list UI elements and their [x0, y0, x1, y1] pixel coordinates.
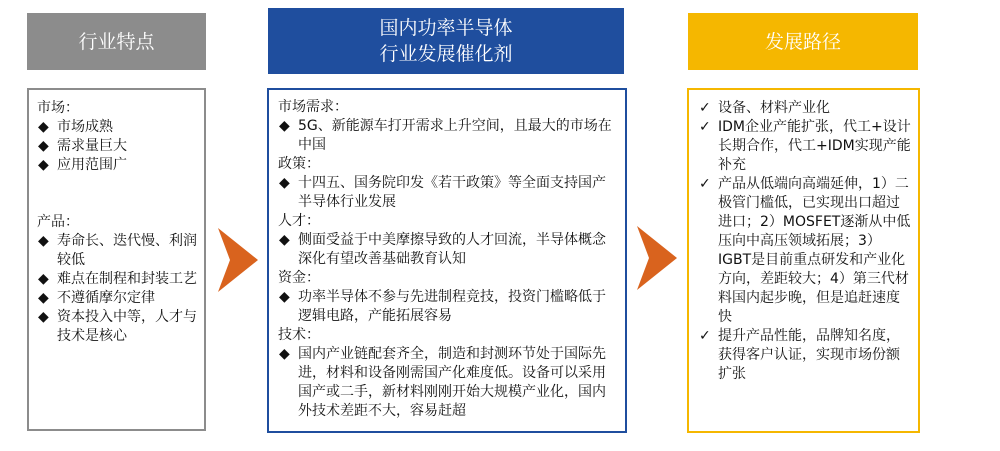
spacer	[37, 194, 198, 213]
list-item: ◆ 十四五、国务院印发《若干政策》等全面支持国产半导体行业发展	[279, 175, 606, 210]
section-title-talent: 人才：	[278, 213, 320, 229]
list-item: ✓ 产品从低端向高端延伸，1）二极管门槛低，已实现出口超过进口；2）MOSFET逐渐从中低压向中高压领域拓展；3）IGBT是目前重点研发和产业化方向，差距较大；4）第三代材料国内起步晚，但是追赶速度快	[699, 176, 911, 325]
list-talent	[278, 231, 619, 269]
section-title-market: 市场：	[37, 100, 79, 116]
section-title-technology: 技术：	[278, 327, 320, 343]
list-policy	[278, 174, 619, 212]
list-item: ◆ 不遵循摩尔定律	[38, 290, 155, 306]
check-icon: ✓	[699, 328, 711, 344]
diamond-icon: ◆	[38, 271, 49, 287]
header-development-path	[688, 13, 918, 70]
list-item: ◆ 需求量巨大	[38, 138, 127, 154]
diamond-icon: ◆	[38, 138, 49, 154]
list-item: ◆ 功率半导体不参与先进制程竞技，投资门槛略低于逻辑电路，产能拓展容易	[279, 289, 606, 324]
diamond-icon: ◆	[38, 233, 49, 249]
section-title-capital: 资金：	[278, 270, 320, 286]
diamond-icon: ◆	[38, 309, 49, 325]
list-item: ✓ 提升产品性能，品牌知名度，获得客户认证，实现市场份额扩张	[699, 328, 900, 382]
list-development-path	[698, 99, 912, 384]
list-item: ◆ 难点在制程和封装工艺	[38, 271, 197, 287]
diamond-icon: ◆	[279, 175, 290, 191]
list-market-demand	[278, 117, 619, 155]
diamond-icon: ◆	[279, 346, 290, 362]
list-item: ◆ 市场成熟	[38, 119, 113, 135]
list-market	[37, 118, 198, 175]
section-title-policy: 政策：	[278, 156, 320, 172]
header-industry-features	[27, 13, 206, 70]
check-icon: ✓	[699, 100, 711, 116]
list-product	[37, 232, 198, 346]
list-item: ✓ 设备、材料产业化	[699, 100, 830, 116]
header-development-path-label: 发展路径	[764, 30, 841, 53]
list-item: ◆ 资本投入中等，人才与技术是核心	[38, 309, 197, 344]
diamond-icon: ◆	[38, 290, 49, 306]
diamond-icon: ◆	[279, 289, 290, 305]
header-catalysts	[268, 8, 624, 74]
section-title-market-demand: 市场需求：	[278, 99, 348, 115]
list-item: ◆ 寿命长、迭代慢、利润较低	[38, 233, 197, 268]
list-item: ◆ 5G、新能源车打开需求上升空间，且最大的市场在中国	[279, 118, 612, 153]
list-item: ◆ 国内产业链配套齐全，制造和封测环节处于国际先进，材料和设备刚需国产化难度低。设备可以采用国产或二手，新材料刚刚开始大规模产业化，国内外技术差距不大，容易赶超	[279, 346, 606, 419]
diamond-icon: ◆	[38, 157, 49, 173]
list-capital	[278, 288, 619, 326]
list-item: ◆ 应用范围广	[38, 157, 127, 173]
spacer	[37, 175, 198, 194]
arrow-right-icon	[637, 226, 677, 290]
diamond-icon: ◆	[279, 232, 290, 248]
section-title-product: 产品：	[37, 214, 79, 230]
check-icon: ✓	[699, 119, 711, 135]
panel-catalysts	[267, 88, 627, 433]
header-catalysts-line2: 行业发展催化剂	[379, 43, 513, 65]
list-item: ✓ IDM企业产能扩张，代工+设计长期合作，代工+IDM实现产能补充	[699, 119, 911, 173]
panel-industry-features	[27, 88, 206, 431]
header-catalysts-line1: 国内功率半导体	[379, 17, 513, 39]
check-icon: ✓	[699, 176, 711, 192]
header-industry-features-label: 行业特点	[78, 30, 155, 53]
list-technology	[278, 345, 619, 421]
arrow-right-icon	[218, 228, 258, 292]
panel-development-path	[687, 88, 920, 433]
diamond-icon: ◆	[279, 118, 290, 134]
diamond-icon: ◆	[38, 119, 49, 135]
list-item: ◆ 侧面受益于中美摩擦导致的人才回流，半导体概念深化有望改善基础教育认知	[279, 232, 606, 267]
